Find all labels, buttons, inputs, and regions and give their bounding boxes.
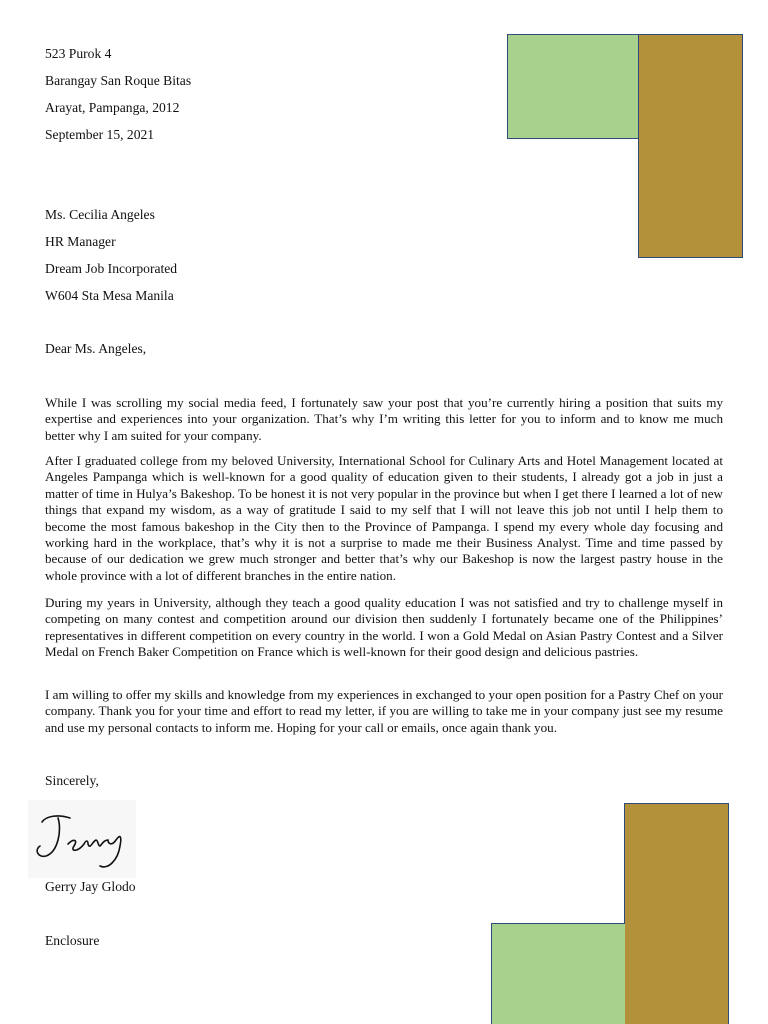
decor-bottom-green-block [491, 923, 625, 1024]
salutation: Dear Ms. Angeles, [45, 341, 147, 356]
body-paragraph-3: During my years in University, although they teach a good quality education I was not satisfied and try to challenge myself in competing on many contest and competition around our division then suddenly I fortunately became one of the Philippines’ representatives in different competition on every country in the world. I won a Gold Medal on Asian Pastry Contest and a Silver Medal on French Baker Competition on France which is well-known for their good design and delicious pastries. [45, 595, 723, 660]
enclosure-note: Enclosure [45, 933, 100, 948]
decor-top-green-block [507, 34, 640, 139]
body-paragraph-2: After I graduated college from my beloved University, International School for Culinary Arts and Hotel Management located at Angeles Pampanga which is well-known for a good quality of education given to their students, I already got a job in just a matter of time in Hulya’s Bakeshop. To be honest it is not very popular in the province but when I get there I learned a lot of new things that expand my wisdom, as a way of gratitude I said to my self that I will not leave this job not until I help them to become the most famous bakeshop in the City then to the Province of Pampanga. I spend my every whole day focusing and working hard in the workplace, that’s why it is not a surprise to made me their Business Analyst. Time and time passed by because of our dedication we grew much stronger and better that’s why our Bakeshop is now the largest pastry house in the whole province with a lot of different branches in the entire nation. [45, 453, 723, 583]
signature-name: Gerry Jay Glodo [45, 879, 136, 894]
sender-street: 523 Purok 4 [45, 46, 112, 61]
recipient-company: Dream Job Incorporated [45, 261, 178, 276]
letter-date: September 15, 2021 [45, 127, 155, 142]
sender-city: Arayat, Pampanga, 2012 [45, 100, 180, 115]
body-paragraph-1: While I was scrolling my social media feed, I fortunately saw your post that you’re currently hiring a position that suits my expertise and experiences into your organization. That’s why I’m writing this letter for you to inform and to know me much better why I am suited for your company. [45, 395, 723, 443]
recipient-address: W604 Sta Mesa Manila [45, 288, 174, 303]
recipient-name: Ms. Cecilia Angeles [45, 207, 155, 222]
body-paragraph-4: I am willing to offer my skills and knowledge from my experiences in exchanged to your open position for a Pastry Chef on your company. Thank you for your time and effort to read my letter, if you are willing to take me in your company just see my resume and use my personal contacts to inform me. Hoping for your call or emails, once again thank you. [45, 687, 723, 735]
decor-top-gold-block [638, 34, 743, 258]
sender-barangay: Barangay San Roque Bitas [45, 73, 192, 88]
handwritten-signature [28, 800, 136, 878]
decor-bottom-gold-block [624, 803, 729, 1024]
closing: Sincerely, [45, 773, 99, 788]
recipient-title: HR Manager [45, 234, 116, 249]
